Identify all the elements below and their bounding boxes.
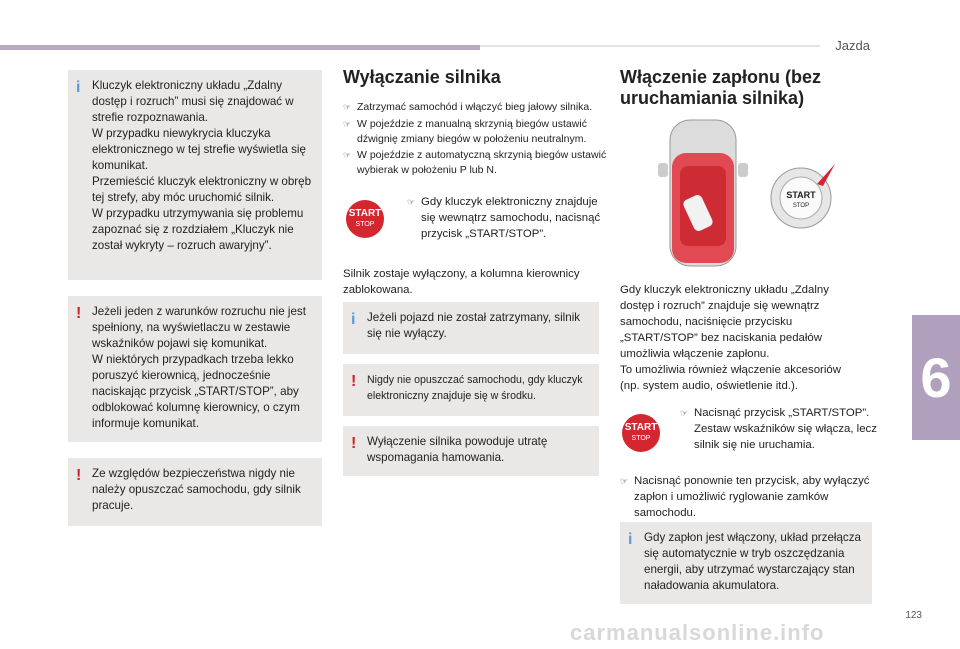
info-box-energy-saving [620,522,872,604]
warning-icon: ! [76,305,82,322]
pointer-icon: ☞ [343,150,352,160]
car-key-detection-illustration [650,118,760,268]
start-stop-button-icon: START STOP [622,414,660,452]
pointer-icon: ☞ [680,408,689,418]
bullet-item: ☞ Zatrzymać samochód i włączyć bieg jałowy silnika. [343,101,593,113]
warning-box-key-inside [343,364,599,416]
chapter-tab [912,315,960,440]
info-box-text: Gdy zapłon jest włączony, układ przełącza się automatycznie w tryb oszczędzania energii, aby utrzymać wystarczający stan naładowania akumulatora. [644,531,861,592]
pointer-icon: ☞ [407,197,416,207]
chapter-tab-number: 6 [920,346,952,409]
pointer-icon: ☞ [620,476,629,486]
warning-icon: ! [351,435,357,452]
warning-box-text: Jeżeli jeden z warunków rozruchu nie jest spełniony, na wyświetlaczu w zestawie wskaźników pojawi się komunikat. W niektórych przypadkach trzeba lekko poruszyć kierownicą, jednocześnie naciskając przycisk „START/STOP”, aby odblokować kolumnę kierownicy, o czym informuje komunikat. [92,305,306,430]
pointer-icon: ☞ [343,119,352,129]
header-bar [0,45,480,50]
header-bar-thin [480,45,820,47]
info-icon: i [628,531,633,548]
info-box-not-stopped [343,302,599,354]
chapter-title: Jazda [835,38,870,53]
section-title-ignition-on: Włączenie zapłonu (bez uruchamiania silnika) [620,67,822,108]
button-stop-label: STOP [792,203,810,209]
warning-icon: ! [351,373,357,390]
start-stop-button-icon: START STOP [346,200,384,238]
warning-box-text: Ze względów bezpieczeństwa nigdy nie należy opuszczać samochodu, gdy silnik pracuje. [92,467,301,512]
info-icon: i [76,79,81,96]
paragraph: Silnik zostaje wyłączony, a kolumna kierownicy zablokowana. [343,268,580,296]
pointer-icon: ☞ [343,102,352,112]
car-mirror-right [738,163,748,177]
paragraph: Gdy kluczyk elektroniczny układu „Zdalny dostęp i rozruch” znajduje się wewnątrz samochodu, naciśnięcie przycisku „START/STOP” bez naciskania pedałów umożliwia włączenie zapłonu. To umożliwia również włączenie akcesoriów (np. system audio, oświetlenie itd.). [620,284,841,392]
info-box-text: Jeżeli pojazd nie został zatrzymany, silnik się nie wyłączy. [367,311,581,340]
button-start-label: START [786,190,816,200]
page-number: 123 [905,610,922,621]
warning-box-safety [68,458,322,526]
start-stop-button-illustration [765,160,845,240]
info-box-key-detection [68,70,322,280]
watermark: carmanualsonline.info [570,620,825,645]
car-mirror-left [658,163,668,177]
info-icon: i [351,311,356,328]
warning-box-text: Nigdy nie opuszczać samochodu, gdy kluczyk elektroniczny znajduje się w środku. [367,374,583,402]
section-title-engine-off: Wyłączanie silnika [343,67,501,87]
warning-box-start-conditions [68,296,322,442]
bullet-item: ☞ Gdy kluczyk elektroniczny znajduje się wewnątrz samochodu, nacisnąć przycisk „START/STOP”. [407,196,601,240]
warning-icon: ! [76,467,82,484]
warning-box-text: Wyłączenie silnika powoduje utratę wspomagania hamowania. [367,435,548,464]
bullet-item: ☞ W pojeździe z automatyczną skrzynią biegów ustawić wybierak w położeniu P lub N. [343,149,607,176]
bullet-item: ☞ Nacisnąć przycisk „START/STOP”. Zestaw wskaźników się włącza, lecz silnik się nie uruchamia. [680,407,877,451]
bullet-item: ☞ Nacisnąć ponownie ten przycisk, aby wyłączyć zapłon i umożliwić ryglowanie zamków samochodu. [620,475,870,519]
warning-box-brake-assist [343,426,599,476]
bullet-item: ☞ W pojeździe z manualną skrzynią biegów ustawić dźwignię zmiany biegów w położeniu neutralnym. [343,118,587,145]
info-box-text: Kluczyk elektroniczny układu „Zdalny dostęp i rozruch” musi się znajdować w strefie rozpoznawania. W przypadku niewykrycia kluczyka elektronicznego w tej strefie wyświetla się komunikat. Przemieścić kluczyk elektroniczny w obręb tej strefy, aby móc uruchomić silnik. W przypadku utrzymywania się problemu zapoznać się z rozdziałem „Kluczyk nie został wykryty – rozruch awaryjny”. [92,79,312,252]
